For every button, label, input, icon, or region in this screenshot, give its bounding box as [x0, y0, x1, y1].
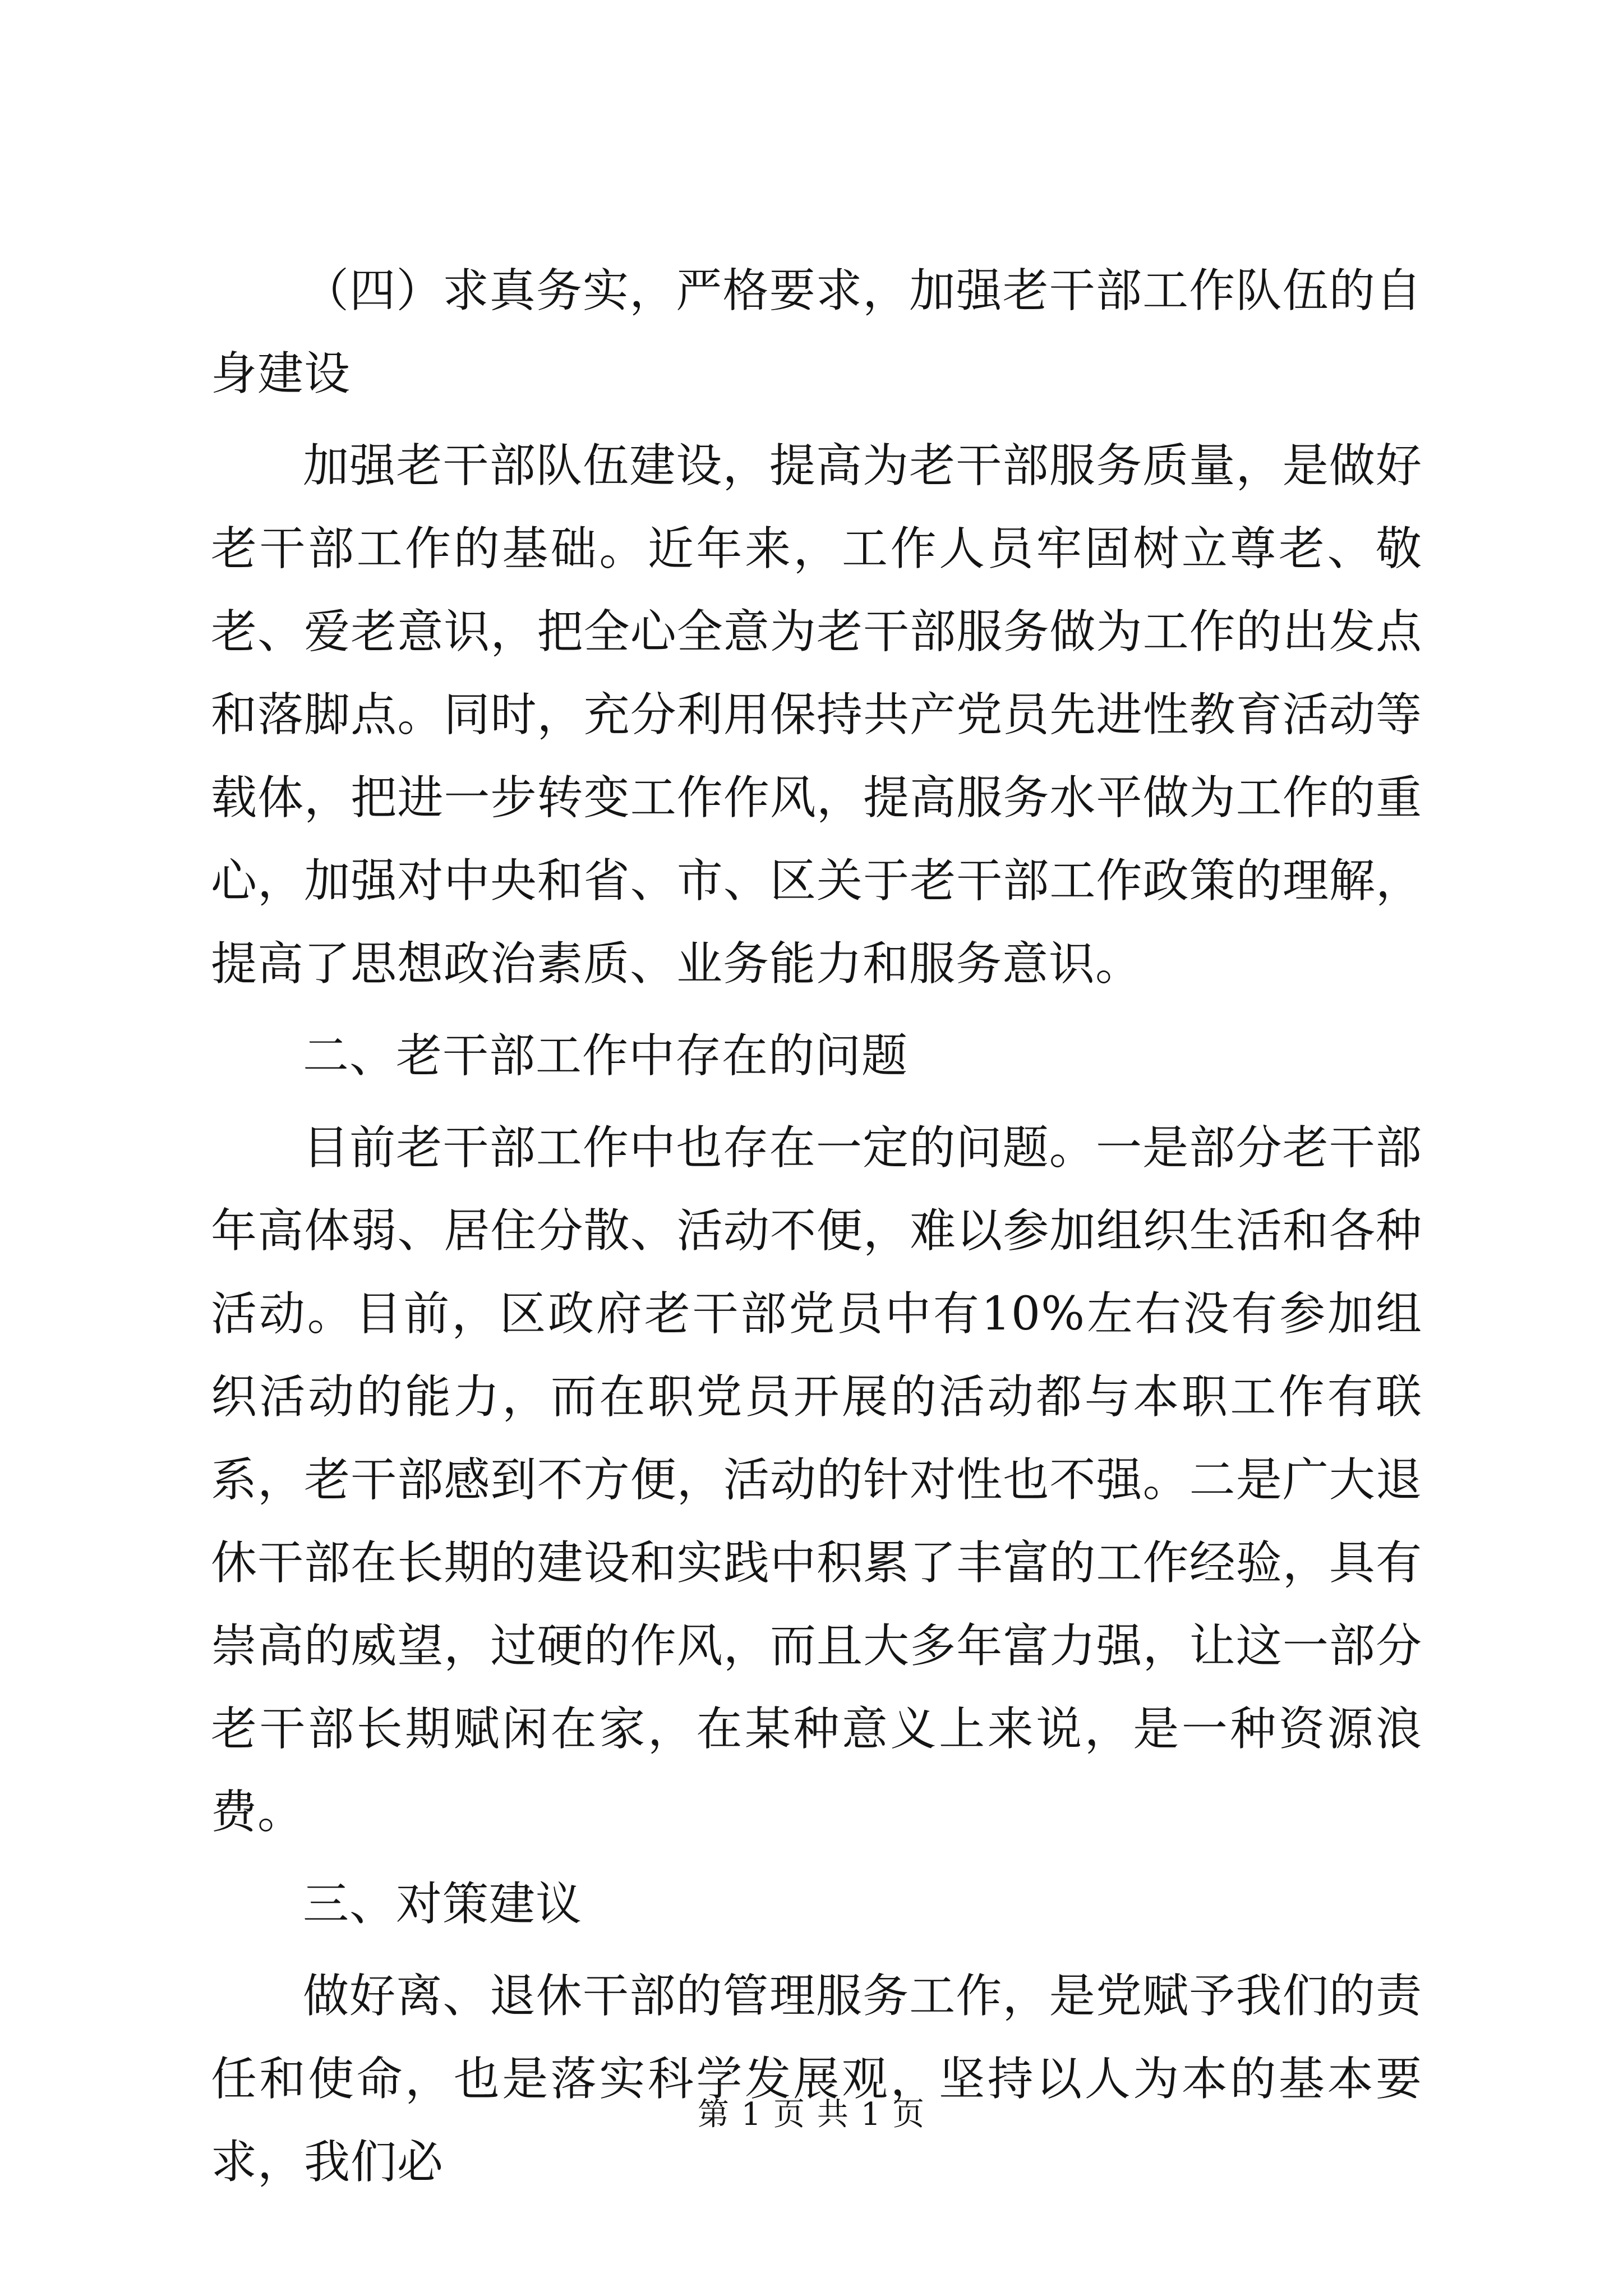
section-heading-problems: 二、老干部工作中存在的问题: [303, 1029, 909, 1083]
body-paragraph: 加强老干部队伍建设，提高为老干部服务质量，是做好老干部工作的基础。近年来，工作人员牢固树立尊老、敬老、爱老意识，把全心全意为老干部服务做为工作的出发点和落脚点。同时，充分利用保持共产党员先进性教育活动等载体，把进一步转变工作作风，提高服务水平做为工作的重心，加强对中央和省、市、区关于老干部工作政策的理解，提高了思想政治素质、业务能力和服务意识。: [211, 439, 1422, 991]
section-heading-4: （四）求真务实，严格要求，加强老干部工作队伍的自身建设: [211, 264, 1422, 401]
section-heading-suggestions: 三、对策建议: [303, 1878, 583, 1931]
document-body: [211, 250, 1422, 2204]
page-footer: 第 1 页 共 1 页: [697, 2096, 926, 2133]
body-paragraph: 做好离、退休干部的管理服务工作，是党赋予我们的责任和使命，也是落实科学发展观，坚持以人为本的基本要求，我们必: [211, 1970, 1422, 2189]
body-paragraph: 目前老干部工作中也存在一定的问题。一是部分老干部年高体弱、居住分散、活动不便，难以参加组织生活和各种活动。目前，区政府老干部党员中有10%左右没有参加组织活动的能力，而在职党员开展的活动都与本职工作有联系，老干部感到不方便，活动的针对性也不强。二是广大退休干部在长期的建设和实践中积累了丰富的工作经验，具有崇高的威望，过硬的作风，而且大多年富力强，让这一部分老干部长期赋闲在家，在某种意义上来说，是一种资源浪费。: [211, 1121, 1422, 1839]
